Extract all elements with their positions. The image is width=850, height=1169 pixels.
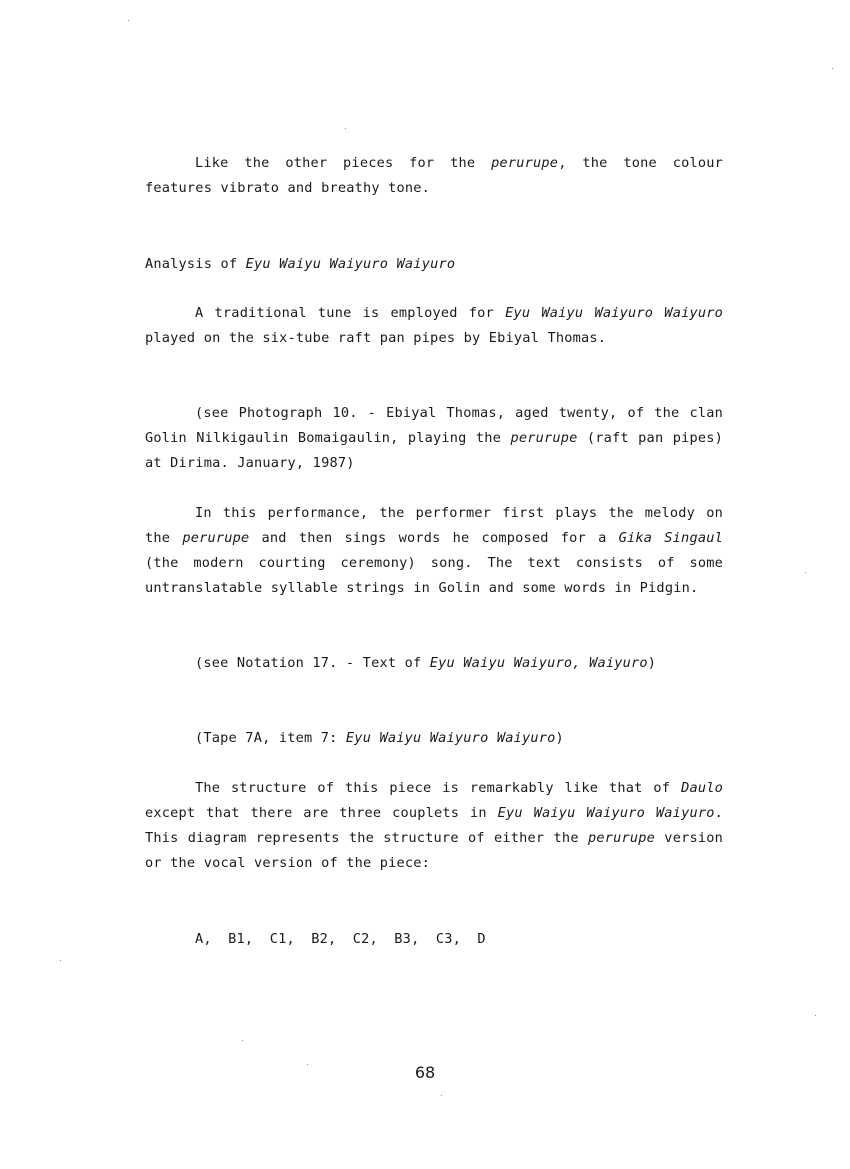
text-run: (the modern courting ceremony) song. The text consists of some untranslatable syllable strings in Golin and some words in Pidgin.	[145, 555, 723, 596]
text-run: played on the six-tube raft pan pipes by Ebiyal Thomas.	[145, 330, 607, 346]
italic-term: Eyu Waiyu Waiyuro Waiyuro	[505, 305, 723, 321]
structure-diagram: A, B1, C1, B2, C2, B3, C3, D	[195, 931, 486, 947]
paragraph-structure	[145, 776, 723, 876]
paragraph-performance	[145, 501, 723, 601]
scan-speck	[815, 1015, 816, 1016]
italic-term: Eyu Waiyu Waiyuro Waiyuro	[345, 730, 556, 746]
text-run: , the tone colour features vibrato and breathy tone.	[145, 155, 724, 196]
scan-speck	[307, 1064, 308, 1065]
text-run: )	[647, 655, 657, 671]
italic-term: Eyu Waiyu Waiyuro Waiyuro	[245, 256, 456, 272]
italic-term: Gika Singaul	[618, 530, 723, 546]
italic-term: Daulo	[681, 780, 723, 796]
paragraph-tape-reference	[145, 726, 723, 751]
text-run: version or the vocal version of the piece:	[145, 830, 723, 871]
scan-speck	[60, 960, 61, 961]
text-run: Like the other pieces for the	[195, 155, 492, 171]
italic-term: perurupe	[510, 430, 578, 446]
paragraph-traditional-tune	[145, 301, 723, 351]
text-run: (raft pan pipes) at Dirima. January, 1987)	[145, 430, 723, 471]
italic-term: perurupe	[587, 830, 656, 846]
text-run: . This diagram represents the structure of either the	[145, 805, 723, 846]
text-run: In this performance, the performer first plays the melody on the	[145, 505, 723, 546]
text-run: (Tape 7A, item 7:	[195, 730, 346, 746]
text-run: and then sings words he composed for a	[249, 530, 619, 546]
italic-term: Eyu Waiyu Waiyuro, Waiyuro	[429, 655, 648, 671]
text-run: except that there are three couplets in	[145, 805, 498, 821]
text-run: Analysis of	[145, 256, 246, 272]
scan-speck	[832, 68, 833, 69]
scan-speck	[128, 20, 129, 21]
italic-term: perurupe	[491, 155, 559, 171]
section-heading	[145, 252, 455, 277]
italic-term: Eyu Waiyu Waiyuro Waiyuro	[497, 805, 715, 821]
paragraph-photograph-reference	[145, 401, 723, 476]
scan-speck	[345, 128, 346, 129]
page-number: 68	[414, 1063, 436, 1082]
scan-speck	[441, 1095, 442, 1096]
text-run: )	[555, 730, 564, 746]
italic-term: perurupe	[182, 530, 250, 546]
text-run: A traditional tune is employed for	[195, 305, 506, 321]
paragraph-tone-colour	[145, 151, 723, 201]
scan-speck	[242, 1040, 243, 1041]
text-run: (see Photograph 10. - Ebiyal Thomas, aged twenty, of the clan Golin Nilkigaulin Bomaigaulin, playing the	[145, 405, 723, 446]
text-run: The structure of this piece is remarkably like that of	[195, 780, 682, 796]
scan-speck	[805, 572, 806, 573]
paragraph-notation-reference	[145, 651, 723, 676]
text-run: (see Notation 17. - Text of	[195, 655, 430, 671]
